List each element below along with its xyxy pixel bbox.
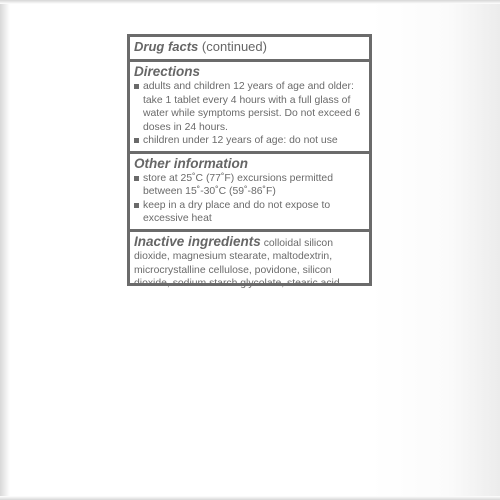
package-edge-left [0,0,10,500]
other-information-item-text: keep in a dry place and do not expose to excessive heat [143,199,331,224]
package-edge-bottom [0,496,500,500]
bullet-square-icon [134,138,139,143]
other-information-list [134,172,365,226]
list-item [134,134,365,148]
inactive-ingredients-text: colloidal silicon dioxide, magnesium stearate, maltodextrin, microcrystalline cellulose, povidone, silicon dioxide, sodium starch glycolate, stearic acid [134,237,340,289]
inactive-ingredients-text-block [134,233,365,291]
other-information-heading: Other information [134,155,248,171]
inactive-ingredients-section [130,232,369,294]
drug-facts-continued: (continued) [201,39,267,54]
bullet-square-icon [134,203,139,208]
directions-item-text: adults and children 12 years of age and older: take 1 tablet every 4 hours with a full glass of water while symptoms persist. Do not exceed 6 doses in 24 hours. [143,81,361,133]
other-information-item-text: store at 25˚C (77˚F) excursions permitted between 15˚-30˚C (59˚-86˚F) [143,172,333,197]
directions-item-text: children under 12 years of age: do not use [143,135,338,146]
drug-facts-header [130,37,369,59]
drug-facts-title-line [134,38,365,56]
directions-section [130,62,369,151]
list-item [134,172,365,199]
inactive-ingredients-heading: Inactive ingredients [134,233,261,249]
directions-list [134,80,365,148]
drug-facts-title: Drug facts [134,39,199,54]
bullet-square-icon [134,176,139,181]
drug-facts-panel [127,34,372,289]
other-information-section [130,154,369,229]
directions-heading: Directions [134,64,201,79]
bullet-square-icon [134,84,139,89]
package-edge-right [370,0,500,500]
list-item [134,80,365,134]
list-item [134,199,365,226]
package-edge-top [0,0,500,4]
